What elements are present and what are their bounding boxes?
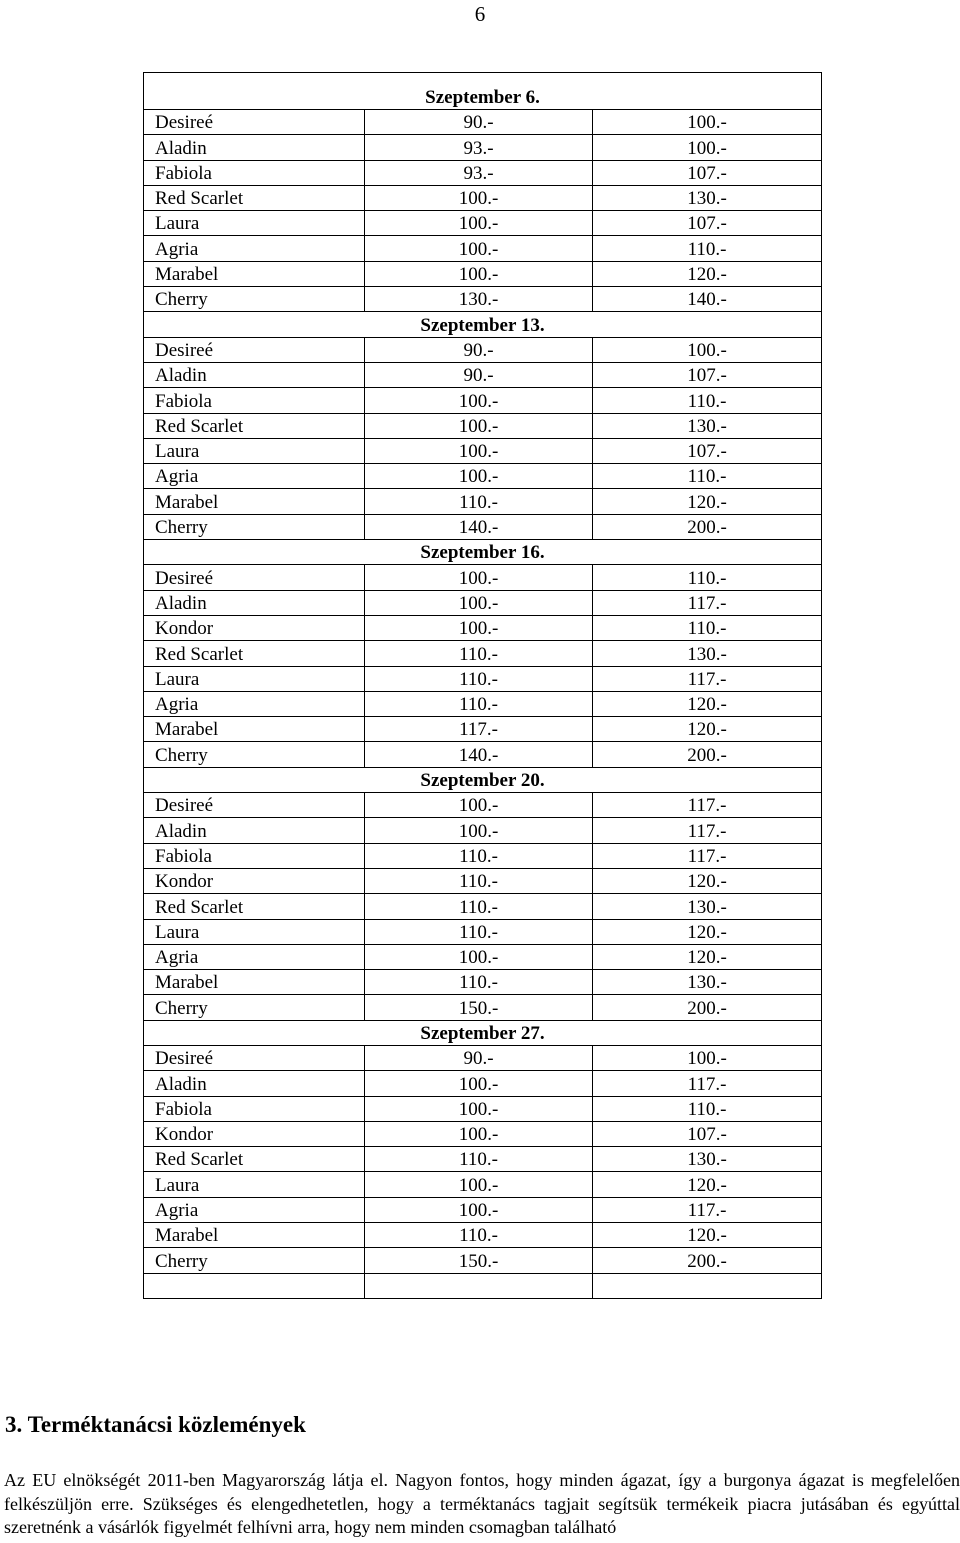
max-price-cell: 120.- xyxy=(593,261,822,286)
table-row xyxy=(144,413,822,438)
min-price-cell: 100.- xyxy=(365,1197,593,1222)
min-price-cell: 110.- xyxy=(365,843,593,868)
date-heading: Szeptember 16. xyxy=(144,540,822,565)
variety-cell: Kondor xyxy=(144,868,365,893)
table-row xyxy=(144,160,822,185)
min-price-cell: 117.- xyxy=(365,717,593,742)
table-row xyxy=(144,110,822,135)
variety-cell: Kondor xyxy=(144,615,365,640)
max-price-cell: 120.- xyxy=(593,1223,822,1248)
min-price-cell: 140.- xyxy=(365,514,593,539)
max-price-cell: 117.- xyxy=(593,1071,822,1096)
min-price-cell: 110.- xyxy=(365,1147,593,1172)
variety-cell: Agria xyxy=(144,236,365,261)
max-price-cell: 117.- xyxy=(593,1197,822,1222)
variety-cell: Desireé xyxy=(144,337,365,362)
table-row xyxy=(144,944,822,969)
variety-cell: Desireé xyxy=(144,565,365,590)
variety-cell: Desireé xyxy=(144,1045,365,1070)
variety-cell: Fabiola xyxy=(144,388,365,413)
min-price-cell: 100.- xyxy=(365,793,593,818)
table-row xyxy=(144,1071,822,1096)
min-price-cell: 140.- xyxy=(365,742,593,767)
max-price-cell: 117.- xyxy=(593,818,822,843)
min-price-cell: 100.- xyxy=(365,211,593,236)
date-heading-row xyxy=(144,1020,822,1045)
table-row xyxy=(144,261,822,286)
table-row xyxy=(144,843,822,868)
max-price-cell: 100.- xyxy=(593,110,822,135)
date-heading: Szeptember 27. xyxy=(144,1020,822,1045)
max-price-cell: 130.- xyxy=(593,1147,822,1172)
min-price-cell: 100.- xyxy=(365,388,593,413)
page-number: 6 xyxy=(474,2,486,26)
variety-cell: Red Scarlet xyxy=(144,641,365,666)
min-price-cell: 100.- xyxy=(365,1172,593,1197)
max-price-cell: 110.- xyxy=(593,464,822,489)
table-row xyxy=(144,236,822,261)
price-table-body xyxy=(144,73,822,1299)
min-price-cell: 100.- xyxy=(365,1071,593,1096)
max-price-cell: 130.- xyxy=(593,641,822,666)
max-price-cell: 117.- xyxy=(593,843,822,868)
table-row xyxy=(144,514,822,539)
min-price-cell: 100.- xyxy=(365,438,593,463)
empty-cell xyxy=(144,1273,365,1298)
min-price-cell: 110.- xyxy=(365,868,593,893)
section-heading: 3. Terméktanácsi közlemények xyxy=(5,1412,306,1437)
table-row xyxy=(144,185,822,210)
max-price-cell: 120.- xyxy=(593,944,822,969)
min-price-cell: 100.- xyxy=(365,413,593,438)
max-price-cell: 110.- xyxy=(593,615,822,640)
variety-cell: Agria xyxy=(144,464,365,489)
empty-cell xyxy=(593,1273,822,1298)
min-price-cell: 90.- xyxy=(365,1045,593,1070)
variety-cell: Fabiola xyxy=(144,160,365,185)
variety-cell: Cherry xyxy=(144,514,365,539)
variety-cell: Cherry xyxy=(144,995,365,1020)
variety-cell: Marabel xyxy=(144,261,365,286)
min-price-cell: 150.- xyxy=(365,1248,593,1273)
max-price-cell: 110.- xyxy=(593,388,822,413)
section-body: Az EU elnökségét 2011-ben Magyarország látja el. Nagyon fontos, hogy minden ágazat, így a burgonya ágazat is megfelelően felkészüljön erre. Szükséges és elengedhetetlen, hogy a terméktanács tagjait segítsük termékeik piacra jutásában és egyúttal szeretnénk a vásárlók figyelmét felhívni arra, hogy nem minden csomagban található xyxy=(4,1470,960,1537)
empty-row xyxy=(144,1273,822,1298)
table-row xyxy=(144,1045,822,1070)
table-row xyxy=(144,1096,822,1121)
variety-cell: Cherry xyxy=(144,742,365,767)
table-row xyxy=(144,135,822,160)
table-row xyxy=(144,1121,822,1146)
variety-cell: Agria xyxy=(144,691,365,716)
max-price-cell: 110.- xyxy=(593,1096,822,1121)
max-price-cell: 120.- xyxy=(593,1172,822,1197)
max-price-cell: 100.- xyxy=(593,1045,822,1070)
max-price-cell: 120.- xyxy=(593,691,822,716)
variety-cell: Marabel xyxy=(144,1223,365,1248)
variety-cell: Desireé xyxy=(144,110,365,135)
variety-cell: Aladin xyxy=(144,135,365,160)
table-row xyxy=(144,362,822,387)
min-price-cell: 93.- xyxy=(365,135,593,160)
min-price-cell: 100.- xyxy=(365,590,593,615)
min-price-cell: 110.- xyxy=(365,970,593,995)
max-price-cell: 107.- xyxy=(593,438,822,463)
variety-cell: Laura xyxy=(144,1172,365,1197)
table-row xyxy=(144,742,822,767)
variety-cell: Marabel xyxy=(144,970,365,995)
price-table xyxy=(143,72,822,1299)
min-price-cell: 100.- xyxy=(365,818,593,843)
variety-cell: Cherry xyxy=(144,1248,365,1273)
max-price-cell: 120.- xyxy=(593,868,822,893)
max-price-cell: 107.- xyxy=(593,1121,822,1146)
table-row xyxy=(144,337,822,362)
variety-cell: Aladin xyxy=(144,590,365,615)
variety-cell: Fabiola xyxy=(144,843,365,868)
max-price-cell: 110.- xyxy=(593,236,822,261)
min-price-cell: 90.- xyxy=(365,362,593,387)
variety-cell: Aladin xyxy=(144,818,365,843)
max-price-cell: 107.- xyxy=(593,211,822,236)
min-price-cell: 150.- xyxy=(365,995,593,1020)
min-price-cell: 100.- xyxy=(365,944,593,969)
max-price-cell: 100.- xyxy=(593,135,822,160)
variety-cell: Agria xyxy=(144,1197,365,1222)
date-heading: Szeptember 20. xyxy=(144,767,822,792)
variety-cell: Kondor xyxy=(144,1121,365,1146)
min-price-cell: 130.- xyxy=(365,287,593,312)
variety-cell: Red Scarlet xyxy=(144,413,365,438)
min-price-cell: 110.- xyxy=(365,919,593,944)
min-price-cell: 100.- xyxy=(365,565,593,590)
max-price-cell: 107.- xyxy=(593,362,822,387)
empty-cell xyxy=(365,1273,593,1298)
variety-cell: Red Scarlet xyxy=(144,1147,365,1172)
min-price-cell: 90.- xyxy=(365,337,593,362)
table-row xyxy=(144,691,822,716)
variety-cell: Laura xyxy=(144,666,365,691)
min-price-cell: 100.- xyxy=(365,261,593,286)
variety-cell: Marabel xyxy=(144,489,365,514)
variety-cell: Laura xyxy=(144,211,365,236)
min-price-cell: 110.- xyxy=(365,489,593,514)
table-row xyxy=(144,894,822,919)
min-price-cell: 100.- xyxy=(365,464,593,489)
min-price-cell: 93.- xyxy=(365,160,593,185)
max-price-cell: 120.- xyxy=(593,717,822,742)
variety-cell: Red Scarlet xyxy=(144,185,365,210)
max-price-cell: 140.- xyxy=(593,287,822,312)
table-row xyxy=(144,615,822,640)
max-price-cell: 130.- xyxy=(593,894,822,919)
table-row xyxy=(144,970,822,995)
table-row xyxy=(144,1197,822,1222)
min-price-cell: 110.- xyxy=(365,894,593,919)
variety-cell: Aladin xyxy=(144,362,365,387)
variety-cell: Agria xyxy=(144,944,365,969)
max-price-cell: 110.- xyxy=(593,565,822,590)
table-row xyxy=(144,1248,822,1273)
max-price-cell: 200.- xyxy=(593,1248,822,1273)
table-row xyxy=(144,995,822,1020)
min-price-cell: 90.- xyxy=(365,110,593,135)
max-price-cell: 100.- xyxy=(593,337,822,362)
min-price-cell: 110.- xyxy=(365,641,593,666)
table-row xyxy=(144,919,822,944)
table-row xyxy=(144,666,822,691)
max-price-cell: 107.- xyxy=(593,160,822,185)
min-price-cell: 110.- xyxy=(365,666,593,691)
variety-cell: Laura xyxy=(144,438,365,463)
table-row xyxy=(144,1223,822,1248)
table-row xyxy=(144,211,822,236)
max-price-cell: 120.- xyxy=(593,919,822,944)
max-price-cell: 200.- xyxy=(593,742,822,767)
variety-cell: Cherry xyxy=(144,287,365,312)
max-price-cell: 117.- xyxy=(593,793,822,818)
date-heading-row xyxy=(144,73,822,110)
max-price-cell: 117.- xyxy=(593,666,822,691)
table-row xyxy=(144,717,822,742)
table-row xyxy=(144,565,822,590)
min-price-cell: 100.- xyxy=(365,1121,593,1146)
date-heading-row xyxy=(144,540,822,565)
table-row xyxy=(144,590,822,615)
min-price-cell: 100.- xyxy=(365,236,593,261)
table-row xyxy=(144,868,822,893)
table-row xyxy=(144,818,822,843)
table-row xyxy=(144,641,822,666)
table-row xyxy=(144,464,822,489)
max-price-cell: 200.- xyxy=(593,514,822,539)
table-row xyxy=(144,388,822,413)
min-price-cell: 100.- xyxy=(365,185,593,210)
variety-cell: Red Scarlet xyxy=(144,894,365,919)
variety-cell: Fabiola xyxy=(144,1096,365,1121)
date-heading-row xyxy=(144,312,822,337)
min-price-cell: 110.- xyxy=(365,691,593,716)
table-row xyxy=(144,1147,822,1172)
variety-cell: Aladin xyxy=(144,1071,365,1096)
date-heading: Szeptember 6. xyxy=(144,73,822,110)
table-row xyxy=(144,793,822,818)
min-price-cell: 110.- xyxy=(365,1223,593,1248)
min-price-cell: 100.- xyxy=(365,1096,593,1121)
table-row xyxy=(144,489,822,514)
max-price-cell: 117.- xyxy=(593,590,822,615)
min-price-cell: 100.- xyxy=(365,615,593,640)
variety-cell: Desireé xyxy=(144,793,365,818)
max-price-cell: 130.- xyxy=(593,413,822,438)
variety-cell: Marabel xyxy=(144,717,365,742)
variety-cell: Laura xyxy=(144,919,365,944)
max-price-cell: 130.- xyxy=(593,185,822,210)
max-price-cell: 120.- xyxy=(593,489,822,514)
max-price-cell: 130.- xyxy=(593,970,822,995)
table-row xyxy=(144,438,822,463)
date-heading: Szeptember 13. xyxy=(144,312,822,337)
table-row xyxy=(144,1172,822,1197)
max-price-cell: 200.- xyxy=(593,995,822,1020)
table-row xyxy=(144,287,822,312)
date-heading-row xyxy=(144,767,822,792)
